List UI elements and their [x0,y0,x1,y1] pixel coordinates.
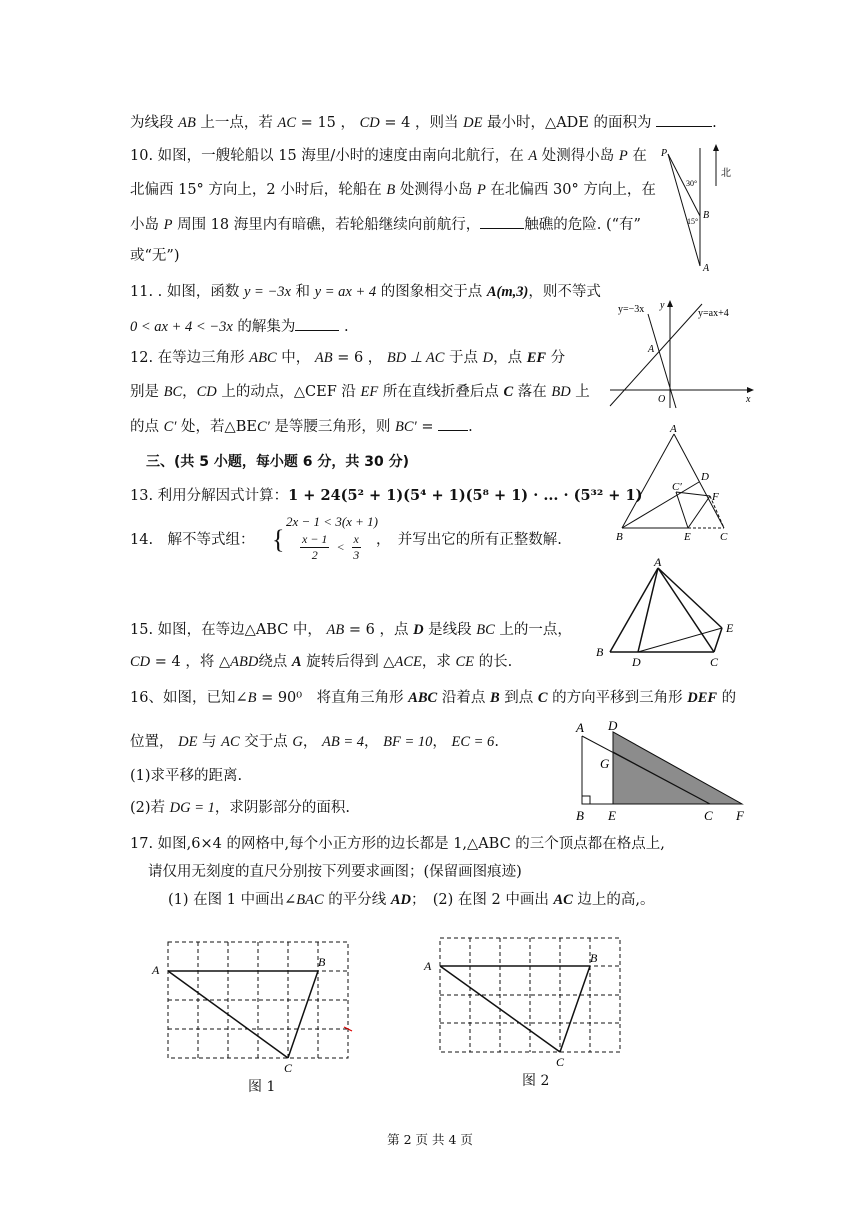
answer-blank [480,214,524,229]
q17-line-3: (1) 在图 1 中画出∠BAC 的平分线 AD； (2) 在图 2 中画出 AC 边上的高,。 [168,892,655,908]
rotate-figure [588,556,748,670]
grid-figure-1 [148,934,364,1080]
answer-blank [656,112,712,127]
label-E: E [684,531,691,543]
q13-line: 13. 利用分解因式计算：1 + 24(5² + 1)(5⁴ + 1)(5⁸ + 1) · ... · (5³² + 1) [130,487,643,504]
q16-part-2: (2)若 DG = 1，求阴影部分的面积. [130,800,350,816]
q17-line-1: 17. 如图,6×4 的网格中,每个小正方形的边长都是 1,△ABC 的三个顶点都在格点上, [130,836,665,852]
label-G: G [600,756,610,771]
label-Cp: C′ [672,481,682,493]
label-D: D [608,718,618,733]
label-B: B [590,951,598,965]
q10-line-1: 10. 如图，一艘轮船以 15 海里/小时的速度由南向北航行，在 A 处测得小岛 P 在 [130,148,647,164]
label-y: y [660,300,665,311]
label-A: A [648,344,655,355]
caption-figure-2: 图 2 [522,1073,550,1089]
line-AE [658,568,722,628]
q14-label: 14. 解不等式组： [130,532,255,548]
label-F: F [712,491,719,503]
label-A: A [654,556,662,569]
side-AB [622,434,674,528]
caption-figure-1: 图 1 [248,1079,276,1095]
q16-part-1: (1)求平移的距离. [130,768,243,784]
q12-line-3: 的点 C′ 处，若△BEC′ 是等腰三角形，则 BC′ = . [130,416,473,437]
label-P: P [661,148,668,159]
line-AD [638,568,658,652]
q15-line-2: CD = 4 ，将 △ABD绕点 A 旋转后得到 △ACE，求 CE 的长. [130,654,513,670]
fold-figure [612,420,738,544]
side-AC [658,568,714,652]
label-E: E [726,621,734,635]
label-B: B [596,645,604,659]
label-C: C [720,531,728,543]
line-y-ax-plus-4 [610,304,702,406]
label-A: A [703,263,710,274]
label-C: C [284,1061,293,1075]
side-AB [610,568,658,652]
brace: { [272,525,285,554]
label-f1: y=−3x [618,304,645,315]
q14-tail: ， 并写出它的所有正整数解. [376,532,562,548]
q9-line: 为线段 AB 上一点，若 AC = 15 ， CD = 4 ，则当 DE 最小时，△ADE 的面积为 . [130,112,717,133]
label-D: D [632,655,641,669]
label-O: O [658,394,666,405]
label-A: A [424,959,432,973]
section-3-header: 三、(共 5 小题，每小题 6 分，共 30 分) [146,454,410,470]
graph-figure [606,296,756,410]
line-EF [688,496,710,528]
q15-line-1: 15. 如图，在等边△ABC 中， AB = 6 ，点 D 是线段 BC 上的一点， [130,622,572,638]
translate-figure [570,718,754,828]
right-angle-mark [582,796,590,804]
label-x: x [746,394,751,405]
label-D: D [701,471,709,483]
label-B: B [703,210,710,221]
x-arrowhead [747,387,754,393]
label-C: C [704,808,713,823]
label-B: B [616,531,623,543]
q16-line-2: 位置， DE 与 AC 交于点 G， AB = 4， BF = 10， EC = 6. [130,734,499,750]
label-north: 北 [721,168,731,179]
label-f2: y=ax+4 [698,308,729,319]
answer-blank [438,416,468,431]
q10-line-3: 小岛 P 周围 18 海里内有暗礁，若轮船继续向前航行， 触礁的危险. (“有” [130,214,641,235]
label-B: B [318,955,326,969]
q12-line-1: 12. 在等边三角形 ABC 中， AB = 6 ， BD ⊥ AC 于点 D，点 EF 分 [130,350,566,366]
north-arrowhead [713,144,719,151]
label-F: F [736,808,744,823]
line-CE [714,628,722,652]
answer-blank [295,316,339,331]
page-footer: 第 2 页 共 4 页 [387,1132,473,1147]
line-PA [668,154,700,266]
label-A: A [670,423,677,435]
label-C: C [556,1055,565,1069]
line-DE [638,628,722,652]
grid-figure-2 [422,930,636,1070]
label-E: E [608,808,616,823]
label-B: B [576,808,584,823]
y-arrowhead [667,300,673,307]
q10-line-4: 或“无”) [130,248,180,264]
side-BC [288,971,318,1058]
line-CpE [676,492,688,528]
angle-30: 30° [686,179,698,188]
q17-line-2: 请仅用无刻度的直尺分别按下列要求画图；(保留画图痕迹) [148,864,522,880]
q11-line-2: 0 < ax + 4 < −3x 的解集为 . [130,316,349,337]
q10-line-2: 北偏西 15° 方向上，2 小时后，轮船在 B 处测得小岛 P 在北偏西 30° 方向上，在 [130,182,656,198]
label-A: A [576,720,584,735]
label-A: A [152,963,160,977]
q16-line-1: 16、如图，已知∠B = 90⁰ 将直角三角形 ABC 沿着点 B 到点 C 的方向平移到三角形 DEF 的 [130,690,737,706]
q14-ineq-2: $\frac{x - 1}{2}$ < $\frac{x}{3}$ [302,532,360,562]
angle-15: 15° [687,217,699,226]
q14-ineq-1: 2x − 1 < 3(x + 1) [286,514,379,529]
side-BC [560,966,590,1052]
q12-line-2: 别是 BC，CD 上的动点，△CEF 沿 EF 所在直线折叠后点 C 落在 BD 上 [130,384,590,400]
q11-line-1: 11. . 如图，函数 y = −3x 和 y = ax + 4 的图象相交于点 A(m,3)，则不等式 [130,284,601,300]
ship-figure [656,138,746,286]
label-C: C [710,655,719,669]
